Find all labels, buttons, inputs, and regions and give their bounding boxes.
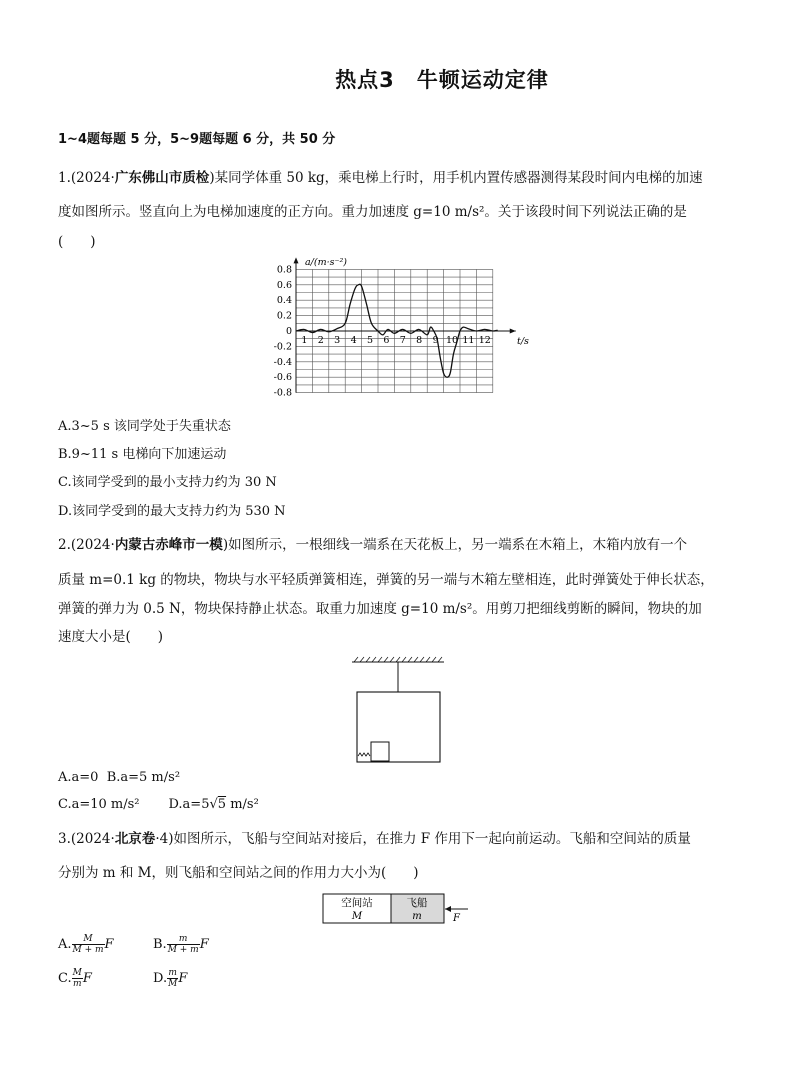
q3-option-c-fraction [72,968,83,989]
q2-option-d[interactable] [168,797,258,812]
q3-option-b[interactable] [153,934,209,955]
q3-option-d-suffix: F [178,971,188,986]
q2-line2: 质量 m=0.1 kg 的物块，物块与水平轻质弹簧相连，弹簧的另一端与木箱左壁相连，此时弹簧处于伸长状态， [58,572,714,588]
page-title: 热点3 牛顿运动定律 [335,68,549,92]
fraction-denominator: M + m [167,945,199,955]
y-tick-label: 0.8 [276,264,292,276]
x-tick-label: 5 [366,335,374,346]
q3-number: 3. [58,831,71,847]
x-tick-label: 10 [445,335,459,346]
x-tick-label: 2 [317,335,324,346]
instructions: 1~4题每题 5 分，5~9题每题 6 分，共 50 分 [58,132,336,147]
q3-option-d-fraction [167,968,178,989]
x-tick-label: 3 [334,335,341,346]
x-axis-arrow [510,329,516,334]
q2-option-d-unit: m/s² [226,797,259,812]
x-tick-label: 12 [478,335,491,346]
q3-option-b-prefix: B. [153,937,167,952]
q3-line1 [58,827,691,847]
q1-line2: 度如图所示。竖直向上为电梯加速度的正方向。重力加速度 g=10 m/s²。关于该段时间下列说法正确的是 [58,204,687,220]
station-ship-figure [322,893,472,925]
q3-option-d-prefix: D. [153,971,168,986]
q3-option-c-suffix: F [82,971,92,986]
spaceship-label: 飞船 [406,897,428,909]
q3-option-a-fraction [72,934,105,955]
spaceship-mass: m [412,911,422,922]
y-axis-arrow [294,257,299,263]
q3-option-c[interactable] [58,968,92,989]
q2-source-bold: 内蒙古赤峰市一模 [114,537,223,553]
space-station-label: 空间站 [341,897,373,909]
fraction-denominator: m [72,979,82,989]
q1-source: (2024· [70,170,115,186]
q1-option-d[interactable]: D.该同学受到的最大支持力约为 530 N [58,504,286,519]
q2-options-row1 [58,770,180,785]
q1-option-c[interactable]: C.该同学受到的最小支持力约为 30 N [58,475,277,490]
x-tick-label: 9 [432,335,439,346]
block [371,742,389,761]
acceleration-chart [262,254,542,402]
q3-line2: 分别为 m 和 M，则飞船和空间站之间的作用力大小为( ) [58,865,419,881]
q3-source-after: ·4) [155,831,174,847]
force-label: F [453,913,460,924]
x-tick-label: 4 [350,335,357,346]
q2-option-b[interactable]: B.a=5 m/s² [106,770,181,785]
y-tick-label: 0.6 [276,279,292,291]
ceiling-hatch [354,657,442,662]
q1-line1 [58,166,703,186]
chart-y-axis-label: a/(m·s⁻²) [305,257,348,268]
x-tick-label: 7 [399,335,406,346]
chart-x-axis-label: t/s [517,336,529,347]
q1-text1: )某同学体重 50 kg，乘电梯上行时，用手机内置传感器测得某段时间内电梯的加速 [209,170,703,186]
q3-option-a-prefix: A. [58,937,72,952]
y-tick-label: -0.2 [273,341,292,353]
fraction-denominator: M + m [72,945,104,955]
fraction-numerator: M [72,968,82,978]
q2-option-d-radicand: 5 [217,797,227,812]
q2-text1: )如图所示，一根细线一端系在天花板上，另一端系在木箱上，木箱内放有一个 [222,537,688,553]
q2-number: 2. [58,537,71,553]
q3-option-c-prefix: C. [58,971,72,986]
q2-line3: 弹簧的弹力为 0.5 N，物块保持静止状态。取重力加速度 g=10 m/s²。用剪刀把细线剪断的瞬间，物块的加 [58,601,702,617]
y-tick-label: -0.6 [273,372,292,384]
y-tick-label: -0.4 [273,356,292,368]
chart-axes [294,257,516,392]
y-tick-label: 0 [285,326,292,337]
q3-option-b-fraction [167,934,200,955]
q3-source: (2024· [70,831,115,847]
y-tick-label: 0.2 [276,310,292,322]
fraction-numerator: m [168,968,177,978]
x-tick-label: 11 [462,335,475,346]
q1-source-bold: 广东佛山市质检 [114,170,210,186]
q2-source: (2024· [70,537,115,553]
hanging-box-figure [348,656,448,766]
q1-answer-blank: ( ) [58,234,96,250]
space-station-mass: M [351,911,363,922]
q1-option-a[interactable]: A.3~5 s 该同学处于失重状态 [58,419,231,434]
q3-option-b-suffix: F [199,937,209,952]
fraction-denominator: M [168,979,178,989]
q3-option-a[interactable] [58,934,114,955]
q3-text1: 如图所示，飞船与空间站对接后，在推力 F 作用下一起向前运动。飞船和空间站的质量 [173,831,691,847]
wooden-box [357,692,440,762]
q1-option-b[interactable]: B.9~11 s 电梯向下加速运动 [58,447,227,462]
q2-options-row2 [58,797,259,812]
q2-option-a[interactable]: A.a=0 [58,770,99,785]
q2-line4: 速度大小是( ) [58,629,164,645]
q3-option-d[interactable] [153,968,187,989]
q3-option-a-suffix: F [104,937,114,952]
x-tick-label: 1 [301,335,308,346]
q3-source-bold: 北京卷 [114,831,156,847]
q2-option-c[interactable]: C.a=10 m/s² [58,797,140,812]
fraction-numerator: m [167,934,200,945]
fraction-numerator: M [72,934,105,945]
sqrt-sign: √ [209,797,218,812]
q1-number: 1. [58,170,71,186]
spring [358,753,370,756]
q2-line1 [58,533,687,553]
x-tick-label: 8 [416,335,423,346]
q2-option-d-prefix: D.a=5 [168,797,210,812]
x-tick-label: 6 [383,335,390,346]
y-tick-label: 0.4 [276,295,292,307]
y-tick-label: -0.8 [273,387,292,399]
force-arrow-head [445,906,451,912]
